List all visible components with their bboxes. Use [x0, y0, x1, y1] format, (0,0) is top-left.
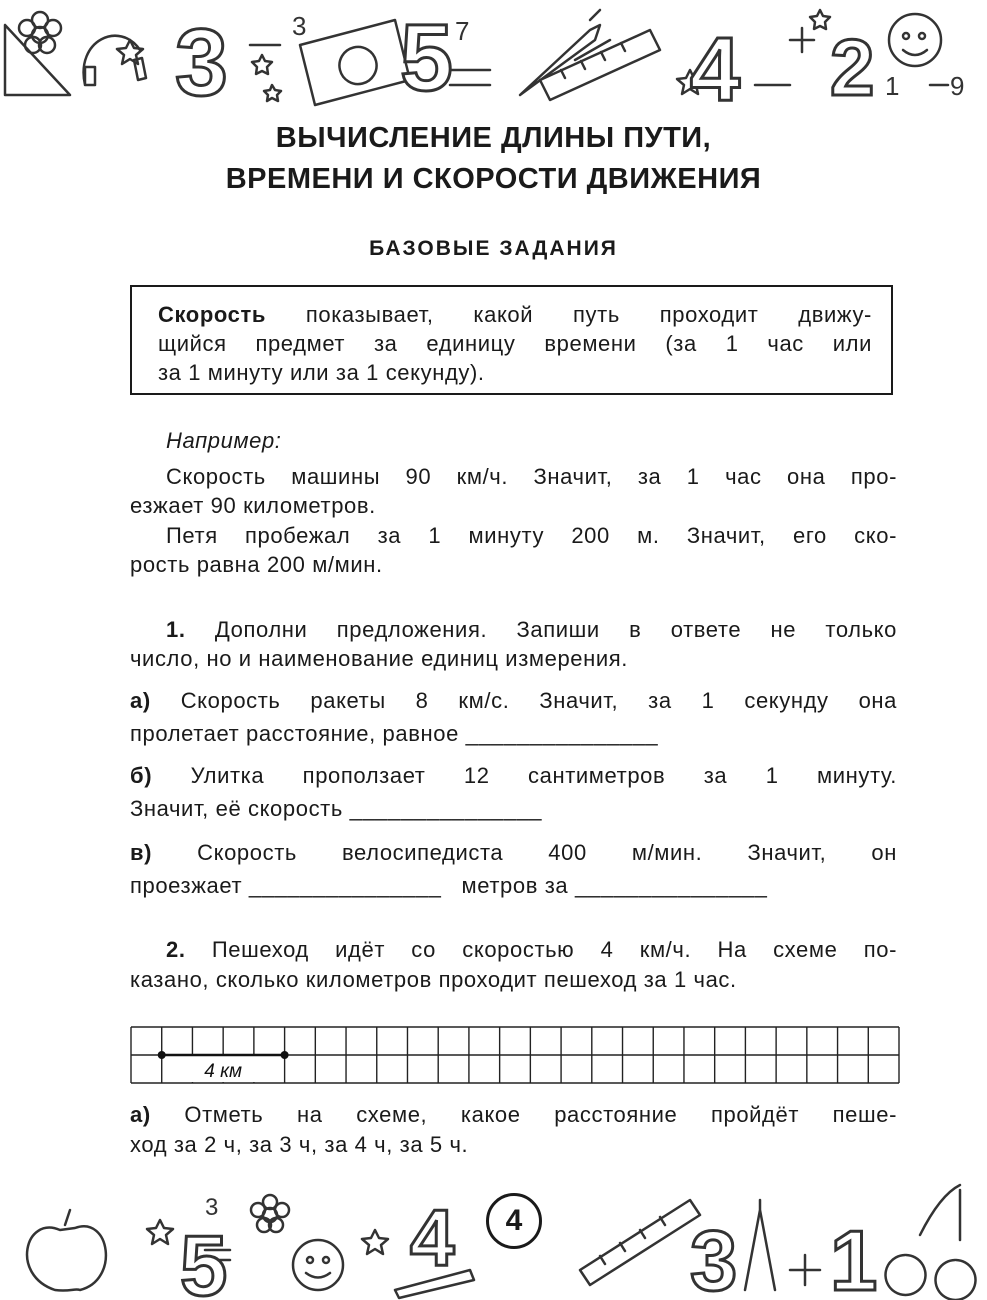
item-label: а) [130, 1102, 151, 1127]
star-icon [252, 55, 272, 74]
doodle-digit: 1 [885, 71, 900, 101]
task-1-line-1 [166, 617, 897, 643]
example-paragraph-2-line-1: Петя пробежал за 1 минуту 200 м. Значит, его ско- [166, 523, 897, 548]
page-number: 4 [486, 1193, 542, 1249]
doodle-digit: 3 [205, 1194, 219, 1221]
banknote-icon [300, 20, 410, 105]
example-paragraph-1-line-1: Скорость машины 90 км/ч. Значит, за 1 час она про- [166, 464, 897, 489]
doodle-digit: 1 [830, 1214, 878, 1300]
example-paragraph-2-line-2: рость равна 200 м/мин. [130, 552, 383, 577]
task-2-line-2: казано, сколько километров проходит пешеход за 1 час. [130, 967, 737, 992]
doodle-digit: 3 [690, 1214, 738, 1300]
task-2a-line-2: ход за 2 ч, за 3 ч, за 4 ч, за 5 ч. [130, 1132, 469, 1157]
definition-term: Скорость [158, 302, 266, 327]
flower-icon [19, 12, 61, 53]
equals-icon [450, 70, 490, 85]
ruler-icon [580, 1200, 700, 1285]
definition-line-3: за 1 минуту или за 1 секунду). [158, 360, 485, 385]
kid-face-icon [293, 1240, 343, 1290]
ruler-icon [540, 30, 660, 100]
scale-label: 4 км [204, 1061, 243, 1082]
distance-scale-grid[interactable] [130, 1026, 900, 1086]
compass-icon [745, 1200, 775, 1290]
doodle-digit: 5 [180, 1219, 228, 1300]
scale-segment-start-point [158, 1051, 166, 1059]
task-1-text: Дополни предложения. Запиши в ответе не только [185, 617, 897, 642]
kid-face-icon [889, 14, 941, 66]
plus-icon [790, 28, 814, 52]
definition-text: показывает, какой путь проходит движу- [265, 302, 872, 327]
task-2a-text: Отметь на схеме, какое расстояние пройдёт пеше- [150, 1102, 897, 1127]
definition-line-2: щийся предмет за единицу времени (за 1 час или [158, 331, 872, 356]
star-icon [362, 1230, 388, 1254]
task-number: 1. [166, 617, 186, 642]
decorative-header-doodles [0, 0, 987, 115]
triangle-ruler-icon [5, 25, 70, 95]
task-1c-line-2-answer-blanks[interactable]: проезжает _______________ метров за _______________ [130, 873, 768, 898]
scale-segment-end-point [281, 1051, 289, 1059]
item-label: б) [130, 763, 153, 788]
page-title-line-2: ВРЕМЕНИ И СКОРОСТИ ДВИЖЕНИЯ [225, 163, 762, 195]
task-1c-text: Скорость велосипедиста 400 м/мин. Значит, он [152, 840, 897, 865]
example-label: Например: [166, 428, 282, 453]
task-1-line-2: число, но и наименование единиц измерения. [130, 646, 628, 671]
example-paragraph-1-line-2: езжает 90 километров. [130, 493, 376, 518]
task-1a-line-1 [130, 688, 897, 714]
compass-icon [520, 10, 610, 95]
definition-line-1 [158, 302, 872, 328]
section-subtitle: БАЗОВЫЕ ЗАДАНИЯ [369, 237, 618, 260]
plus-icon [790, 1255, 820, 1285]
doodle-digit: 5 [400, 5, 453, 111]
doodle-digit: 2 [830, 23, 875, 112]
star-icon [117, 40, 143, 64]
page-title-line-1: ВЫЧИСЛЕНИЕ ДЛИНЫ ПУТИ, [275, 122, 712, 154]
task-number: 2. [166, 937, 186, 962]
task-1c-line-1 [130, 840, 897, 866]
doodle-digit: 9 [950, 71, 965, 101]
doodle-digit: 4 [690, 20, 741, 115]
task-1b-text: Улитка проползает 12 сантиметров за 1 минуту. [152, 763, 897, 788]
cherries-icon [886, 1185, 976, 1300]
flower-icon [251, 1195, 289, 1232]
task-1a-text: Скорость ракеты 8 км/с. Значит, за 1 секунду она [150, 688, 897, 713]
star-icon [147, 1220, 173, 1244]
task-2a-line-1 [130, 1102, 897, 1128]
doodle-digit: 3 [292, 11, 307, 41]
doodle-digit: 4 [410, 1193, 455, 1282]
task-1a-line-2-answer-blank[interactable]: пролетает расстояние, равное _______________ [130, 721, 659, 746]
item-label: в) [130, 840, 153, 865]
doodle-digit: 3 [175, 10, 228, 115]
star-icon [264, 85, 281, 101]
apple-icon [27, 1210, 106, 1291]
task-2-line-1 [166, 937, 897, 963]
doodle-digit: 7 [455, 16, 470, 46]
item-label: а) [130, 688, 151, 713]
task-1b-line-1 [130, 763, 897, 789]
task-2-text: Пешеход идёт со скоростью 4 км/ч. На схеме по- [185, 937, 897, 962]
task-1b-line-2-answer-blank[interactable]: Значит, её скорость _______________ [130, 796, 543, 821]
star-icon [810, 10, 830, 29]
